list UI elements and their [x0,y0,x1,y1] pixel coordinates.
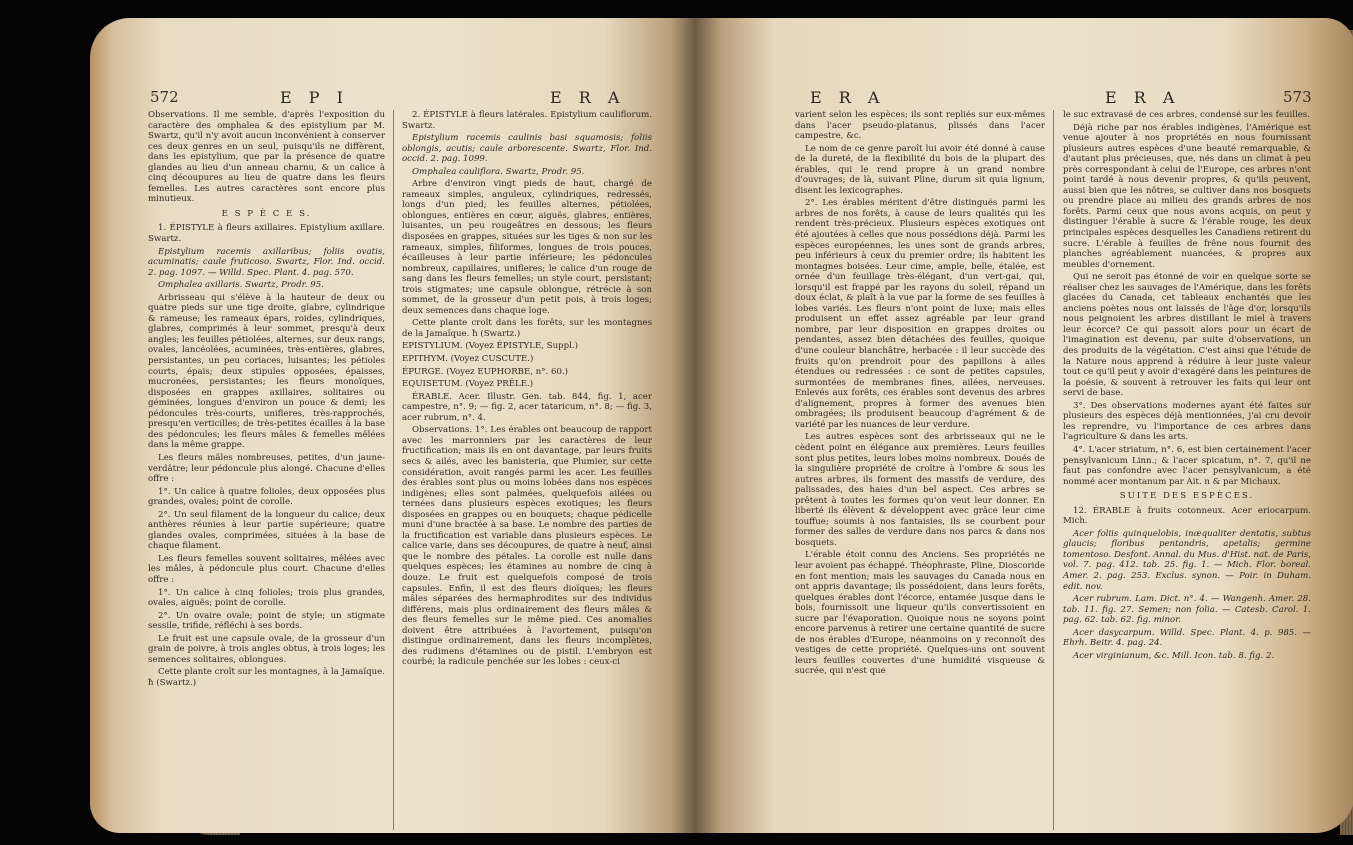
section-heading: E S P È C E S. [221,208,312,219]
paragraph: Omphalea axillaris. Swartz, Prodr. 95. [158,280,324,291]
paragraph: Acer virginianum, &c. Mill. Icon. tab. 8. fig. 2. [1073,650,1275,661]
left-column-1 [148,110,385,690]
entry: ÉPURGE. (Voyez EUPHORBE, n°. 60.) [402,366,569,377]
paragraph: 2. ÉPISTYLE à fleurs latérales. Epistylium cauliflorum. Swartz. [402,110,652,131]
paragraph: Omphalea cauliflora. Swartz, Prodr. 95. [412,166,585,177]
paragraph: 1. ÉPISTYLE à fleurs axillaires. Epistylium axillare. Swartz. [148,223,385,245]
paragraph: 1°. Un calice à quatre folioles, deux opposées plus grandes, ovales; point de corolle. [148,486,385,508]
paragraph: Le nom de ce genre paroît lui avoir été donné à cause de la dureté, de la flexibilité du bois de la plupart des érables, qui le rend propre à un grand nombre d'ouvrages; de là, suivant Pline, durum sit quia lignum, disent les lexicographes. [795,143,1045,196]
paragraph: 3°. Des observations modernes ayant été faites sur plusieurs des espèces déjà mentionnées, j'ai cru devoir les reprendre, vu l'importance de ces arbres dans l'agriculture & dans les arts. [1063,400,1311,443]
paragraph: 2°. Un ovaire ovale; point de style; un stigmate sessile, trifide, réfléchi à ses bords. [148,610,385,632]
right-page [695,18,1353,833]
paragraph: Les autres espèces sont des arbrisseaux qui ne le cèdent point en élégance aux premières. Leurs feuilles sont plus petites, leurs lobes moins nombreux. Doués de la singulière propriété de croître à l'ombre & sous les autres arbres, ils forment des massifs de verdure, des palissades, des haies d'un bel aspect. Ces arbres se prêtent à toutes les formes qu'on veut leur donner. En liberté ils élèvent & développent avec grâce leur cime touffue; soumis à nos fantaisies, ils se courbent pour former des salles de verdure dans nos parcs & dans nos bosquets. [795,432,1045,548]
paragraph: Observations. 1°. Les érables ont beaucoup de rapport avec les marronniers par les caractères de leur fructification; mais ils en ont davantage, par leurs fruits secs & ailés, avec les banisteria, que Plumier, sur cette considération, avoit rangés parmi les acer. Les feuilles des érables sont plus ou moins lobées dans nos espèces indigènes; elles sont palmées, quelquefois ailées ou ternées dans plusieurs espèces exotiques; les fleurs disposées en grappes ou en bouquets; chaque pédicelle muni d'une bractée à sa base. Le nombre des parties de la fructification est variable dans plusieurs espèces. Le calice varie, dans ses découpures, de quatre à neuf, ainsi que le nombre des pétales. La corolle est nulle dans quelques espèces; les étamines au nombre de cinq à douze. Le fruit est quelquefois composé de trois capsules. Enfin, il est des fleurs dioïques; les fleurs mâles séparées des hermaphrodites sur des individus différens, mais plus ordinairement des fleurs mâles & des fleurs femelles sur le même pied. Ces anomalies doivent être attribuées à l'avortement, puisqu'on distingue ordinairement, dans les fleurs incomplètes, des rudimens d'étamines ou de pistil. L'embryon est courbé; la radicule penchée sur les lobes : ceux-ci [402,425,652,668]
left-running-head-1: E P I [280,88,349,107]
open-book [90,0,1353,845]
column-divider [1053,110,1054,830]
entry: EPITHYM. (Voyez CUSCUTE.) [402,354,534,365]
paragraph: Les fleurs mâles nombreuses, petites, d'un jaune-verdâtre; leur pédoncule plus alongé. Chacune d'elles offre : [148,452,385,485]
right-column-1 [795,110,1045,679]
paragraph: Acer dasycarpum. Willd. Spec. Plant. 4. p. 985. — Ehrh. Beitr. 4. pag. 24. [1063,627,1311,649]
paragraph: Déjà riche par nos érables indigènes, l'Amérique est venue ajouter à nos propriétés en nous fournissant plusieurs autres espèces d'une beauté remarquable, & d'autant plus précieuses, que, nés dans un climat à peu près correspondant à celui de l'Europe, ces arbres n'ont point tardé à nous devenir propres, & qu'ils peuvent, aussi bien que les nôtres, se cultiver dans nos bosquets ou prendre place au milieu des grands arbres de nos forêts. Parmi ceux que nous avons acquis, on peut y distinguer l'érable à sucre & l'érable rouge, les deux principales espèces desquelles les Canadiens retirent du sucre. L'érable à feuilles de frêne nous fournit des planches agréablement nuancées, & propres aux meubles d'ornement. [1063,122,1311,270]
paragraph: Cette plante croît sur les montagnes, à la Jamaïque. ħ (Swartz.) [148,667,385,688]
entry: EQUISETUM. (Voyez PRÊLE.) [402,379,534,390]
paragraph: L'érable étoit connu des Anciens. Ses propriétés ne leur avoient pas échappé. Théophraste, Pline, Dioscoride en font mention; mais les sauvages du Canada nous en ont appris davantage; ils possédoient, dans leurs forêts, quelques érables dont l'écorce, entamée jusque dans le bois, fournissoit une liqueur qu'ils convertissoient en sucre par l'évaporation. Quoique nous ne soyons point encore parvenus à retirer une certaine quantité de sucre de nos érables d'Europe, néanmoins on y reconnoît des vestiges de cette propriété. Quelques-uns ont souvent leurs feuilles couvertes d'une humidité visqueuse & sucrée, qui n'est que [795,550,1045,677]
entry: EPISTYLIUM. (Voyez ÉPISTYLE, Suppl.) [402,341,578,352]
paragraph: Cette plante croît dans les forêts, sur les montagnes de la Jamaïque. ħ (Swartz.) [402,318,652,339]
paragraph: 1°. Un calice à cinq folioles; trois plus grandes, ovales, aiguës; point de corolle. [148,587,385,609]
paragraph: Qui ne seroit pas étonné de voir en quelque sorte se réaliser chez les sauvages de l'Amérique, dans les forêts glacées du Canada, cet tableaux enchantés que les anciens poètes nous ont laissés de l'âge d'or, lorsqu'ils nous peignoient les arbres distillant le miel à travers leur écorce? Ce qui passoit alors pour un écart de l'imagination est devenu, par suite d'observations, un des produits de la végétation. C'est ainsi que l'étude de la Nature nous apprend à réduire à leur juste valeur tout ce qu'il peut y avoir d'exagéré dans les peintures de la poésie, & souvent à retrouver les faits qui leur ont servi de base. [1063,272,1311,399]
paragraph: ÉRABLE. Acer. Illustr. Gen. tab. 844, fig. 1, acer campestre, n°. 9; — fig. 2, acer tataricum, n°. 8; — fig. 3, acer rubrum, n°. 4. [402,391,652,423]
left-page-number: 572 [150,88,179,106]
paragraph: Acer foliis quinquelobis, inæqualiter dentatis, subtus glaucis; floribus pentandris, apetalis; germine tomentoso. Desfont. Annal. du Mus. d'Hist. nat. de Paris, vol. 7. pag. 412. tab. 25. fig. 1. — Mich. Flor. boreal. Amer. 2. pag. 253. Exclus. synon. — Poir. in Duham. edit. nov. [1063,528,1311,592]
paragraph: Les fleurs femelles souvent solitaires, mêlées avec les mâles, à pédoncule plus court. Chacune d'elles offre : [148,553,385,585]
right-column-2 [1063,110,1311,663]
right-page-number: 573 [1283,88,1312,106]
paragraph: Arbrisseau qui s'élève à la hauteur de deux ou quatre pieds sur une tige droite, glabre, cylindrique & rameuse; les rameaux épars, roides, cylindriques, glabres, comprimés à leur sommet, presqu'à deux angles; les feuilles pétiolées, alternes, sur deux rangs, ovales, lancéolées, acuminées, très-entières, glabres, persistantes, un peu coriaces, luisantes; les pétioles courts, épais; deux stipules opposées, épaisses, mucronées, persistantes; les fleurs monoïques, disposées en grappes axillaires, solitaires ou géminées, longues d'environ un pouce & demi; les pédoncules très-courts, unifleres, très-rapprochés, presqu'en verticilles; de très-petites écailles à la base des pédoncules; les fleurs mâles & femelles mêlées dans la même grappe. [148,292,385,451]
section-heading: SUITE DES ESPÈCES. [1119,491,1255,502]
left-running-head-2: E R A [550,88,626,107]
left-column-2 [402,110,652,670]
paragraph: Epistylium racemis caulinis basi squamosis; foliis oblongis, acutis; caule arborescente. Swartz, Flor. Ind. occid. 2. pag. 1099. [402,133,652,165]
column-divider [393,110,394,830]
paragraph: Acer rubrum. Lam. Dict. n°. 4. — Wangenh. Amer. 28. tab. 11. fig. 27. Semen; non folia. — Catesb. Carol. 1. pag. 62. tab. 62. fig. minor. [1063,594,1311,626]
paragraph: Arbre d'environ vingt pieds de haut, chargé de rameaux simples, anguleux, cylindriques, redressés, longs d'un pied; les feuilles alternes, pétiolées, oblongues, entières en cœur, aiguës, glabres, entières, luisantes, un peu rougeâtres en dessous; les fleurs disposées en grappes, situées sur les tiges & non sur les rameaux, simples, filiformes, longues de trois pouces, écailleuses à leur partie inférieure; les pédoncules nombreux, capillaires, unifleres; le calice d'un rouge de sang dans les fleurs femelles; un style court, persistant; trois stigmates; une capsule oblongue, rétrécie à son sommet, de la grosseur d'un petit pois, à trois loges; deux semences dans chaque loge. [402,179,652,316]
right-running-head-2: E R A [1105,88,1181,107]
paragraph: 12. ÉRABLE à fruits cotonneux. Acer eriocarpum. Mich. [1063,505,1311,527]
paragraph: 4°. L'acer striatum, n°. 6, est bien certainement l'acer pensylvanicum Linn.; & l'acer spicatum, n°. 7, qu'il ne faut pas confondre avec l'acer pensylvanicum, a été nommé acer montanum par Ait. n & par Michaux. [1063,444,1311,487]
paragraph: le suc extravasé de ces arbres, condensé sur les feuilles. [1063,110,1310,120]
right-running-head-1: E R A [810,88,886,107]
paragraph: 2°. Un seul filament de la longueur du calice; deux anthères réunies à leur partie supérieure; quatre glandes ovales, comprimées, situées à la base de chaque filament. [148,509,385,552]
paragraph: 2°. Les érables méritent d'être distingués parmi les arbres de nos forêts, à cause de leurs qualités qui les rendent très-précieux. Plusieurs espèces exotiques ont été ajoutées à celles que nous possédions déjà. Parmi les espèces européennes, les unes sont de grands arbres, peu inférieurs à ceux du premier ordre; ils habitent les montagnes boisées. Leur cime, ample, belle, étalée, est ornée d'un feuillage très-élégant, d'un vert-gai, qui, lorsqu'il est frappé par les rayons du soleil, répand un doux éclat, & plaît à la vue par la forme de ses feuilles à lobes variés. Les fleurs n'ont point de luxe; mais elles produisent un effet assez agréable par leur grand nombre, par leur disposition en grappes droites ou pendantes, assez bien détachées des feuilles, quoique d'une couleur blanchâtre, herbacée : il leur succède des fruits qu'on prendroit pour des papillons à ailes étendues ou redressées : ce sont de petites capsules, surmontées de membranes fines, ailées, nerveuses. Enlevés aux forêts, ces érables sont devenus des arbres d'alignement, propres à former des avenues bien ombragées; ils produisent beaucoup d'agrément & de variété par les nuances de leur verdure. [795,198,1045,430]
paragraph: Observations. Il me semble, d'après l'exposition du caractère des omphalea & des epistylium par M. Swartz, qu'il n'y avoit aucun inconvénient à conserver ces deux genres en un seul, puisqu'ils ne diffèrent, dans les epistylium, que par la présence de quatre glandes au lieu d'un anneau charnu, & un calice à cinq découpures au lieu de quatre dans les fleurs femelles. Les autres caractères sont encore plus minutieux. [148,110,385,205]
left-page [90,18,695,833]
paragraph: varient selon les espèces; ils sont repliés sur eux-mêmes dans l'acer pseudo-platanus, plissés dans l'acer campestre, &c. [795,110,1045,142]
paragraph: Le fruit est une capsule ovale, de la grosseur d'un grain de poivre, à trois angles obtus, à trois loges; les semences solitaires, oblongues. [148,633,385,665]
paragraph: Epistylium racemis axillaribus; foliis ovatis, acuminatis; caule fruticoso. Swartz, Flor. Ind. occid. 2. pag. 1097. — Willd. Spec. Plant. 4. pag. 570. [148,246,385,278]
